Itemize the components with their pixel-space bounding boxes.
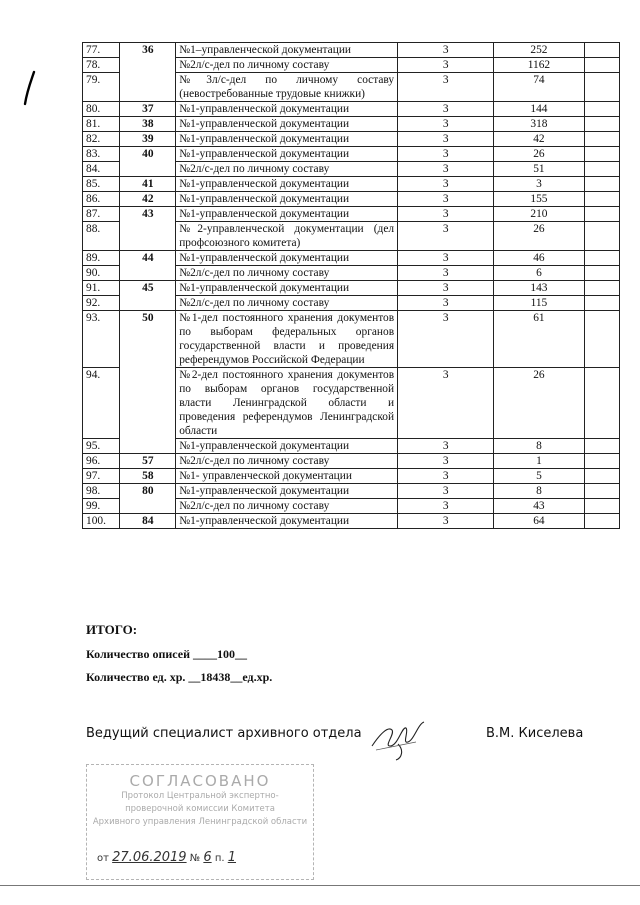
category: 3 xyxy=(398,296,494,311)
inventory-name: №1-управленческой документации xyxy=(176,192,398,207)
stamp-date: 27.06.2019 xyxy=(112,850,187,865)
inventory-name: №1-управленческой документации xyxy=(176,251,398,266)
category: 3 xyxy=(398,132,494,147)
fund-number: 40 xyxy=(120,147,176,177)
row-number: 83. xyxy=(83,147,120,162)
row-number: 87. xyxy=(83,207,120,222)
note-cell xyxy=(584,311,619,368)
row-number: 81. xyxy=(83,117,120,132)
stamp-num-prefix: № xyxy=(189,853,201,864)
note-cell xyxy=(584,266,619,281)
category: 3 xyxy=(398,439,494,454)
category: 3 xyxy=(398,281,494,296)
stamp-line: Архивного управления Ленинградской области xyxy=(92,817,308,827)
unit-count: 8 xyxy=(494,439,584,454)
row-number: 90. xyxy=(83,266,120,281)
note-cell xyxy=(584,132,619,147)
category: 3 xyxy=(398,207,494,222)
table-row xyxy=(83,147,620,162)
stamp-item: 1 xyxy=(227,850,237,865)
note-cell xyxy=(584,514,619,529)
row-number: 91. xyxy=(83,281,120,296)
note-cell xyxy=(584,469,619,484)
table-row xyxy=(83,251,620,266)
note-cell xyxy=(584,102,619,117)
handwritten-signature xyxy=(368,716,430,762)
category: 3 xyxy=(398,368,494,439)
stamp-line: Протокол Центральной экспертно- xyxy=(121,791,279,801)
note-cell xyxy=(584,281,619,296)
table-row xyxy=(83,469,620,484)
inventory-name: №1- управленческой документации xyxy=(176,469,398,484)
fund-number: 43 xyxy=(120,207,176,251)
row-number: 92. xyxy=(83,296,120,311)
unit-count: 26 xyxy=(494,368,584,439)
category: 3 xyxy=(398,117,494,132)
approval-stamp xyxy=(86,764,314,880)
note-cell xyxy=(584,222,619,251)
row-number: 88. xyxy=(83,222,120,251)
fund-number: 37 xyxy=(120,102,176,117)
signer-name: В.М. Киселева xyxy=(486,726,584,741)
storage-units-line: Количество ед. хр. __18438__ед.хр. xyxy=(86,670,273,684)
stamp-title: СОГЛАСОВАНО xyxy=(129,772,271,790)
table-row xyxy=(83,484,620,499)
row-number: 97. xyxy=(83,469,120,484)
category: 3 xyxy=(398,454,494,469)
row-number: 100. xyxy=(83,514,120,529)
table-row xyxy=(83,117,620,132)
category: 3 xyxy=(398,102,494,117)
unit-count: 51 xyxy=(494,162,584,177)
row-number: 78. xyxy=(83,58,120,73)
unit-count: 42 xyxy=(494,132,584,147)
fund-number: 36 xyxy=(120,43,176,102)
note-cell xyxy=(584,454,619,469)
unit-count: 1 xyxy=(494,454,584,469)
category: 3 xyxy=(398,266,494,281)
category: 3 xyxy=(398,192,494,207)
table-row xyxy=(83,454,620,469)
row-number: 85. xyxy=(83,177,120,192)
inventory-name: №2л/с-дел по личному составу xyxy=(176,266,398,281)
inventory-name: №1-управленческой документации xyxy=(176,117,398,132)
row-number: 80. xyxy=(83,102,120,117)
inventory-table xyxy=(82,42,620,529)
row-number: 98. xyxy=(83,484,120,499)
inventory-name: №1-управленческой документации xyxy=(176,102,398,117)
inventory-name: №1–управленческой документации xyxy=(176,43,398,58)
inventory-name: №2-управленческой документации (дел профсоюзного комитета) xyxy=(176,222,398,251)
fund-number: 42 xyxy=(120,192,176,207)
stamp-number: 6 xyxy=(203,850,212,865)
inventory-name: №1-управленческой документации xyxy=(176,132,398,147)
table-row xyxy=(83,177,620,192)
note-cell xyxy=(584,499,619,514)
row-number: 94. xyxy=(83,368,120,439)
row-number: 79. xyxy=(83,73,120,102)
stamp-date-prefix: от xyxy=(97,853,109,864)
category: 3 xyxy=(398,43,494,58)
category: 3 xyxy=(398,484,494,499)
note-cell xyxy=(584,484,619,499)
inventory-name: №1-управленческой документации xyxy=(176,177,398,192)
inventory-name: №2л/с-дел по личному составу xyxy=(176,162,398,177)
totals-block xyxy=(86,618,272,689)
stamp-item-prefix: п. xyxy=(214,853,225,864)
table-row xyxy=(83,102,620,117)
unit-count: 210 xyxy=(494,207,584,222)
row-number: 89. xyxy=(83,251,120,266)
note-cell xyxy=(584,177,619,192)
unit-count: 74 xyxy=(494,73,584,102)
note-cell xyxy=(584,439,619,454)
category: 3 xyxy=(398,162,494,177)
table-row xyxy=(83,514,620,529)
category: 3 xyxy=(398,73,494,102)
totals-heading: ИТОГО: xyxy=(86,622,138,637)
stamp-line: проверочной комиссии Комитета xyxy=(125,804,275,814)
note-cell xyxy=(584,43,619,58)
note-cell xyxy=(584,296,619,311)
unit-count: 318 xyxy=(494,117,584,132)
note-cell xyxy=(584,147,619,162)
note-cell xyxy=(584,117,619,132)
fund-number: 45 xyxy=(120,281,176,311)
category: 3 xyxy=(398,58,494,73)
inventory-name: №1-управленческой документации xyxy=(176,484,398,499)
category: 3 xyxy=(398,147,494,162)
row-number: 77. xyxy=(83,43,120,58)
fund-number: 50 xyxy=(120,311,176,454)
unit-count: 8 xyxy=(494,484,584,499)
fund-number: 80 xyxy=(120,484,176,514)
scan-mark xyxy=(22,70,36,106)
unit-count: 26 xyxy=(494,147,584,162)
unit-count: 144 xyxy=(494,102,584,117)
inventory-name: №2л/с-дел по личному составу xyxy=(176,296,398,311)
unit-count: 5 xyxy=(494,469,584,484)
row-number: 95. xyxy=(83,439,120,454)
category: 3 xyxy=(398,514,494,529)
inventory-name: №2л/с-дел по личному составу xyxy=(176,58,398,73)
unit-count: 1162 xyxy=(494,58,584,73)
table-row xyxy=(83,207,620,222)
table-row xyxy=(83,43,620,58)
table-row xyxy=(83,192,620,207)
table-row xyxy=(83,311,620,368)
row-number: 86. xyxy=(83,192,120,207)
inventory-name: №1-управленческой документации xyxy=(176,281,398,296)
fund-number: 38 xyxy=(120,117,176,132)
unit-count: 3 xyxy=(494,177,584,192)
note-cell xyxy=(584,192,619,207)
stamp-date-line xyxy=(97,851,236,865)
row-number: 99. xyxy=(83,499,120,514)
unit-count: 143 xyxy=(494,281,584,296)
note-cell xyxy=(584,162,619,177)
unit-count: 64 xyxy=(494,514,584,529)
unit-count: 6 xyxy=(494,266,584,281)
fund-number: 58 xyxy=(120,469,176,484)
inventory-name: №1-управленческой документации xyxy=(176,147,398,162)
fund-number: 41 xyxy=(120,177,176,192)
row-number: 82. xyxy=(83,132,120,147)
fund-number: 44 xyxy=(120,251,176,281)
row-number: 96. xyxy=(83,454,120,469)
inventory-name: №3л/с-дел по личному составу (невостребованные трудовые книжки) xyxy=(176,73,398,102)
inventory-name: №1-управленческой документации xyxy=(176,439,398,454)
inventory-name: №1-управленческой документации xyxy=(176,207,398,222)
table-row xyxy=(83,132,620,147)
unit-count: 115 xyxy=(494,296,584,311)
unit-count: 155 xyxy=(494,192,584,207)
inventory-name: №1-управленческой документации xyxy=(176,514,398,529)
fund-number: 57 xyxy=(120,454,176,469)
inventory-name: №2л/с-дел по личному составу xyxy=(176,499,398,514)
inventory-name: №2-дел постоянного хранения документов по выборам органов государственной власти Ленинградской области и проведения референдумов Ленинградской области xyxy=(176,368,398,439)
unit-count: 26 xyxy=(494,222,584,251)
note-cell xyxy=(584,58,619,73)
unit-count: 252 xyxy=(494,43,584,58)
row-number: 93. xyxy=(83,311,120,368)
inventory-name: №2л/с-дел по личному составу xyxy=(176,454,398,469)
note-cell xyxy=(584,73,619,102)
category: 3 xyxy=(398,222,494,251)
note-cell xyxy=(584,251,619,266)
unit-count: 61 xyxy=(494,311,584,368)
signature-block xyxy=(86,726,586,766)
note-cell xyxy=(584,368,619,439)
signer-position: Ведущий специалист архивного отдела xyxy=(86,726,362,741)
unit-count: 43 xyxy=(494,499,584,514)
note-cell xyxy=(584,207,619,222)
page-bottom-edge xyxy=(0,885,640,886)
category: 3 xyxy=(398,499,494,514)
category: 3 xyxy=(398,469,494,484)
category: 3 xyxy=(398,251,494,266)
table-row xyxy=(83,281,620,296)
unit-count: 46 xyxy=(494,251,584,266)
inventory-name: №1-дел постоянного хранения документов по выборам федеральных органов государственной власти и проведения референдумов Российской Федерации xyxy=(176,311,398,368)
fund-number: 84 xyxy=(120,514,176,529)
fund-number: 39 xyxy=(120,132,176,147)
category: 3 xyxy=(398,177,494,192)
row-number: 84. xyxy=(83,162,120,177)
inventory-count-line: Количество описей ____100__ xyxy=(86,647,247,661)
category: 3 xyxy=(398,311,494,368)
